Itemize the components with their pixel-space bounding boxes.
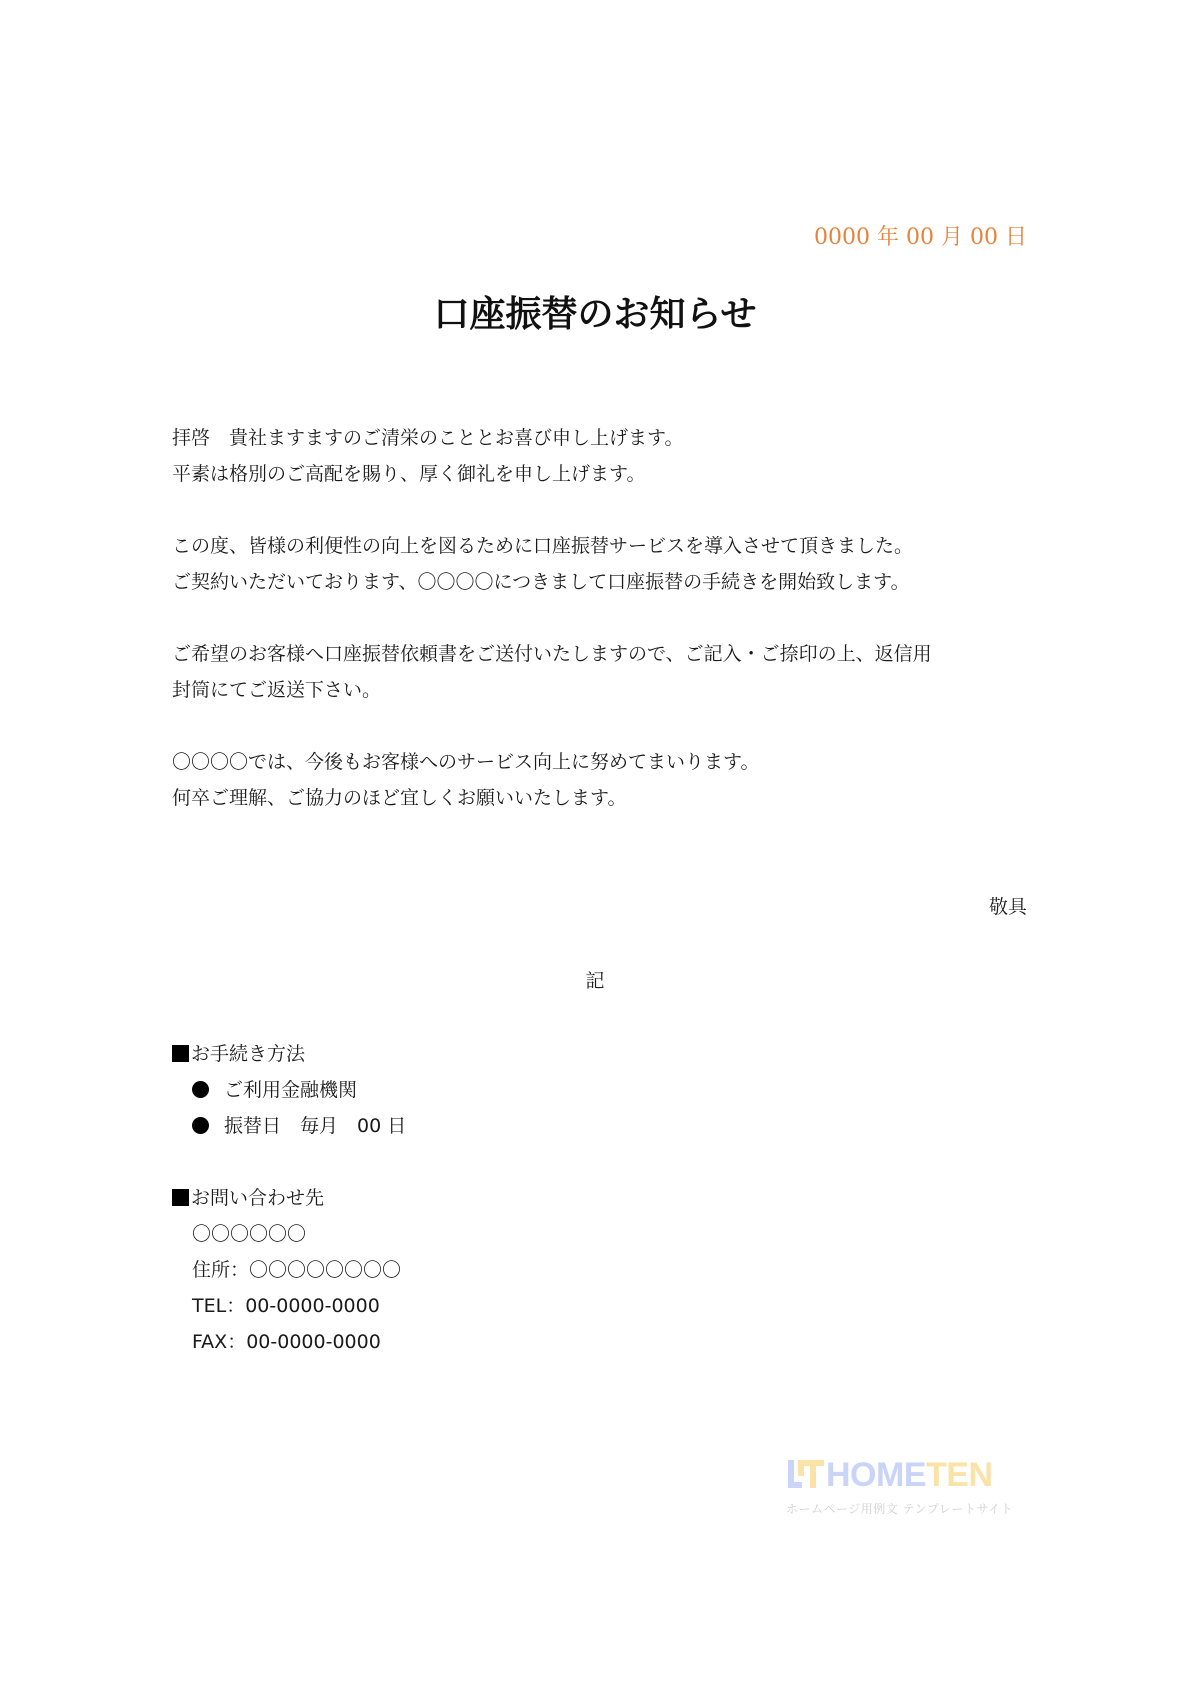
bullet-dot-icon [192, 1117, 209, 1134]
hometen-logo-subtitle: ホームページ用例文 テンプレートサイト [786, 1502, 1014, 1516]
document-title: 口座振替のお知らせ [433, 293, 757, 335]
body-line: ご契約いただいております、〇〇〇〇につきまして口座振替の手続きを開始致します。 [172, 571, 910, 593]
list-item [192, 1075, 357, 1102]
hometen-logo-text: HOMETEN [826, 1456, 993, 1494]
contact-fax: FAX：00-0000-0000 [192, 1331, 381, 1353]
body-line: 封筒にてご返送下さい。 [172, 679, 382, 701]
paragraph-closing-remarks [172, 744, 759, 816]
paragraph-instructions [172, 636, 932, 708]
ki-marker: 記 [585, 970, 605, 992]
body-line: 平素は格別のご高配を賜り、厚く御礼を申し上げます。 [172, 463, 646, 485]
hometen-logo-icon [786, 1458, 826, 1494]
section-heading-procedure [172, 1039, 305, 1066]
document-date: 0000 年 00 月 00 日 [814, 225, 1027, 250]
contact-name: 〇〇〇〇〇〇 [192, 1223, 307, 1245]
body-line: 何卒ご理解、ご協力のほど宜しくお願いいたします。 [172, 787, 627, 809]
list-item-text: 振替日 毎月 00 日 [224, 1115, 407, 1137]
list-item [192, 1111, 406, 1138]
body-line: 拝啓 貴社ますますのご清栄のこととお喜び申し上げます。 [172, 427, 684, 449]
paragraph-greeting [172, 420, 683, 492]
square-bullet-icon [172, 1189, 189, 1206]
bullet-dot-icon [192, 1081, 209, 1098]
paragraph-introduction [172, 528, 913, 600]
body-line: この度、皆様の利便性の向上を図るために口座振替サービスを導入させて頂きました。 [172, 535, 914, 557]
section-heading-text: お手続き方法 [191, 1043, 306, 1065]
body-line: ご希望のお客様へ口座振替依頼書をご送付いたしますので、ご記入・ご捺印の上、返信用 [172, 643, 932, 665]
contact-address: 住所：〇〇〇〇〇〇〇〇 [192, 1259, 402, 1281]
closing-salutation: 敬具 [988, 896, 1027, 918]
section-heading-contact [172, 1183, 324, 1210]
section-heading-text: お問い合わせ先 [191, 1187, 325, 1209]
contact-tel: TEL：00-0000-0000 [192, 1295, 380, 1317]
body-line: 〇〇〇〇では、今後もお客様へのサービス向上に努めてまいります。 [172, 751, 760, 773]
list-item-text: ご利用金融機関 [224, 1079, 358, 1101]
square-bullet-icon [172, 1045, 189, 1062]
hometen-watermark-logo [786, 1456, 1014, 1516]
